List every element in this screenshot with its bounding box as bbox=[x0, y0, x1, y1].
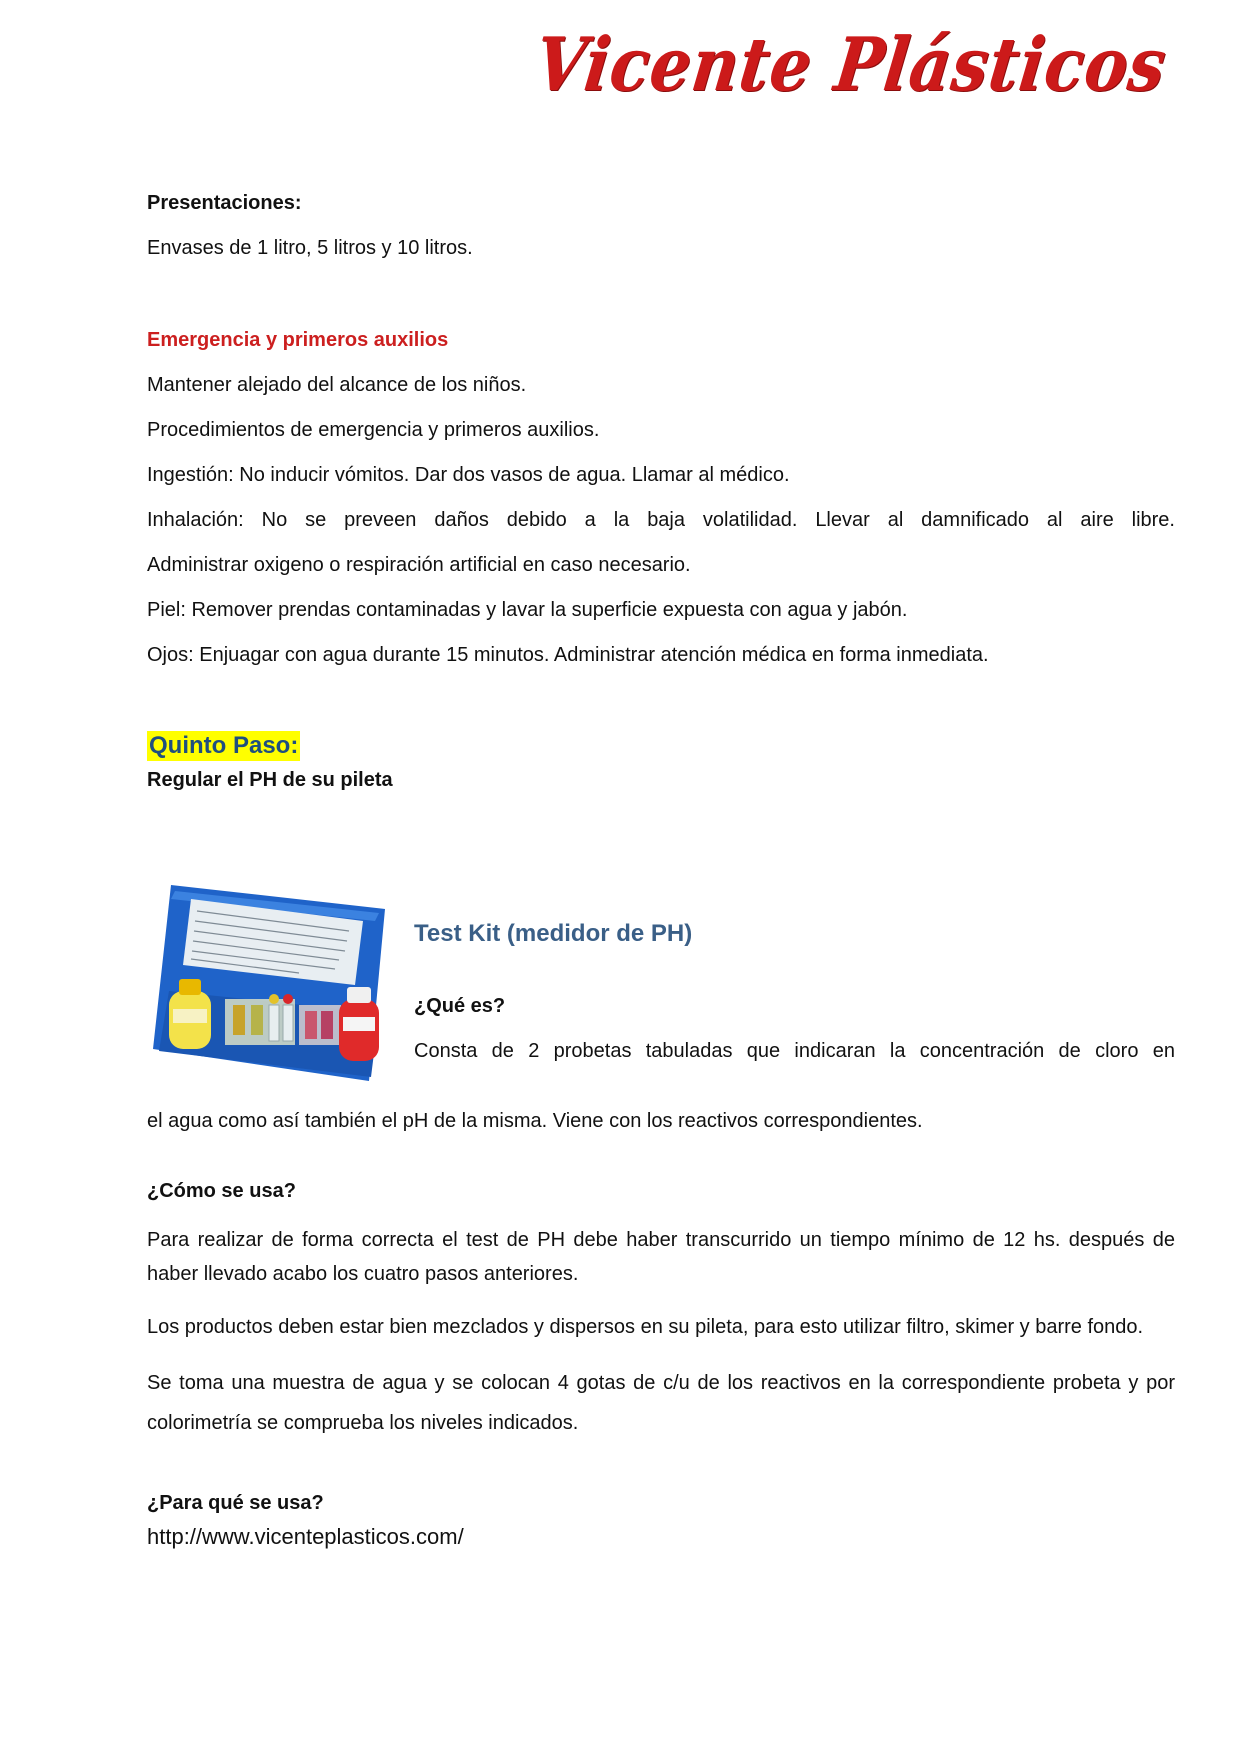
footer-url-link[interactable]: http://www.vicenteplasticos.com/ bbox=[147, 1524, 464, 1549]
emergencia-line: Ingestión: No inducir vómitos. Dar dos vasos de agua. Llamar al médico. bbox=[147, 464, 790, 486]
emergencia-line: Ojos: Enjuagar con agua durante 15 minutos. Administrar atención médica en forma inmediata. bbox=[147, 644, 989, 666]
emergencia-line: Inhalación: No se preveen daños debido a la baja volatilidad. Llevar al damnificado al aire libre. bbox=[147, 509, 1175, 531]
como-se-usa-paragraph: Los productos deben estar bien mezclados y dispersos en su pileta, para esto utilizar filtro, skimer y barre fondo. bbox=[147, 1316, 1144, 1338]
quinto-paso-title: Quinto Paso: bbox=[149, 732, 299, 759]
spacer bbox=[147, 280, 1175, 327]
test-kit-section bbox=[147, 881, 1175, 1131]
test-kit-text bbox=[414, 919, 1175, 1064]
emergencia-line: Mantener alejado del alcance de los niños. bbox=[147, 374, 527, 396]
que-es-text-line1: Consta de 2 probetas tabuladas que indicaran la concentración de cloro en bbox=[414, 1040, 1175, 1062]
que-es-text-line2: el agua como así también el pH de la misma. Viene con los reactivos correspondientes. bbox=[147, 1110, 923, 1132]
spacer bbox=[147, 1462, 1175, 1490]
brand-logo: Vicente Plásticos bbox=[530, 22, 1171, 109]
spacer bbox=[147, 1134, 1175, 1178]
quinto-paso-subtitle: Regular el PH de su pileta bbox=[147, 769, 393, 791]
presentaciones-heading: Presentaciones: bbox=[147, 192, 302, 214]
como-se-usa-paragraph: Se toma una muestra de agua y se colocan 4 gotas de c/u de los reactivos en la correspondiente probeta y por colorimetría se comprueba los niveles indicados. bbox=[147, 1372, 1175, 1434]
spacer bbox=[147, 687, 1175, 731]
emergencia-line: Piel: Remover prendas contaminadas y lavar la superficie expuesta con agua y jabón. bbox=[147, 599, 908, 621]
ph-test-kit-image bbox=[149, 881, 393, 1091]
test-kit-title: Test Kit (medidor de PH) bbox=[414, 920, 693, 947]
emergencia-line: Administrar oxigeno o respiración artificial en caso necesario. bbox=[147, 554, 691, 576]
presentaciones-text: Envases de 1 litro, 5 litros y 10 litros. bbox=[147, 237, 473, 259]
document-body bbox=[147, 190, 1175, 1550]
para-que-heading: ¿Para qué se usa? bbox=[147, 1492, 324, 1514]
emergencia-heading: Emergencia y primeros auxilios bbox=[147, 329, 449, 351]
emergencia-line: Procedimientos de emergencia y primeros auxilios. bbox=[147, 419, 600, 441]
que-es-heading: ¿Qué es? bbox=[414, 995, 506, 1017]
como-se-usa-heading: ¿Cómo se usa? bbox=[147, 1180, 296, 1202]
como-se-usa-paragraph: Para realizar de forma correcta el test de PH debe haber transcurrido un tiempo mínimo de 12 hs. después de haber llevado acabo los cuatro pasos anteriores. bbox=[147, 1229, 1175, 1285]
